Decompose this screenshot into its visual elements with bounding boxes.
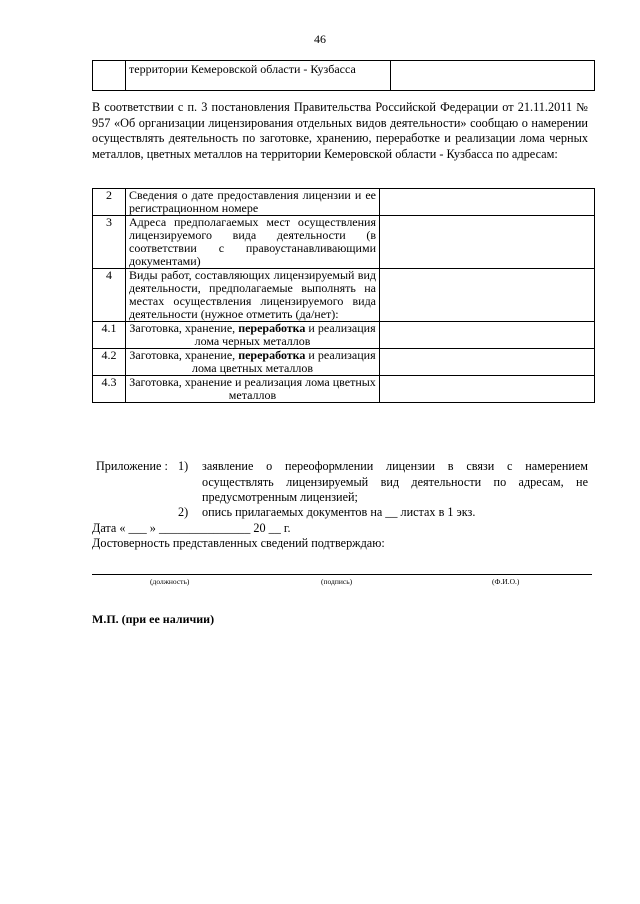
row-number: 4 [93, 269, 126, 322]
page-number: 46 [314, 32, 326, 46]
row-value-cell[interactable] [380, 216, 595, 269]
signature-line[interactable] [92, 574, 592, 575]
row-description [126, 349, 380, 376]
row-number: 2 [93, 189, 126, 216]
row-number: 4.3 [93, 376, 126, 403]
row-value-cell[interactable] [380, 269, 595, 322]
row-description [126, 322, 380, 349]
row-text-post: и реализация лома цветных металлов [191, 348, 376, 375]
confirm-line: Достоверность представленных сведений подтверждаю: [92, 536, 385, 550]
stamp-placeholder: М.П. (при ее наличии) [92, 612, 215, 626]
date-line: Дата « ___ » _______________ 20 __ г. [92, 521, 291, 535]
top-table-value-cell[interactable] [391, 61, 595, 91]
table-row [93, 376, 595, 403]
row-description: Виды работ, составляющих лицензируемый вид деятельности, предполагаемые выполнять на местах осуществления лицензируемого вида деятельности (нужное отметить (да/нет): [126, 269, 380, 322]
row-text-bold: переработка [238, 348, 306, 362]
row-text-post: и реализация лома черных металлов [194, 321, 376, 348]
signature-position-caption: (должность) [150, 577, 190, 586]
appendix-item-text: опись прилагаемых документов на __ листах в 1 экз. [202, 505, 476, 519]
top-table [92, 60, 595, 91]
appendix-label: Приложение : [96, 459, 168, 473]
row-text-pre: Заготовка, хранение, [129, 321, 239, 335]
table-row [93, 322, 595, 349]
table-row [93, 269, 595, 322]
top-table-text-cell: территории Кемеровской области - Кузбасса [126, 61, 391, 91]
signature-name-caption: (Ф.И.О.) [492, 577, 520, 586]
table-row [93, 349, 595, 376]
row-number: 4.1 [93, 322, 126, 349]
row-number: 4.2 [93, 349, 126, 376]
row-description: Заготовка, хранение и реализация лома цветных металлов [126, 376, 380, 403]
row-description: Сведения о дате предоставления лицензии и ее регистрационном номере [126, 189, 380, 216]
table-row [93, 216, 595, 269]
row-value-cell[interactable] [380, 322, 595, 349]
row-value-cell[interactable] [380, 376, 595, 403]
row-value-cell[interactable] [380, 189, 595, 216]
appendix-item-number: 2) [178, 505, 189, 519]
signature-sign-caption: (подпись) [321, 577, 353, 586]
row-value-cell[interactable] [380, 349, 595, 376]
row-description: Адреса предполагаемых мест осуществления лицензируемого вида деятельности (в соответствии с правоустанавливающими документами) [126, 216, 380, 269]
row-text-pre: Заготовка, хранение, [129, 348, 239, 362]
row-number: 3 [93, 216, 126, 269]
appendix-item-number: 1) [178, 459, 189, 473]
row-text-bold: переработка [238, 321, 306, 335]
table-row [93, 189, 595, 216]
intro-paragraph: В соответствии с п. 3 постановления Правительства Российской Федерации от 21.11.2011 № 957 «Об организации лицензирования отдельных видов деятельности» сообщаю о намерении осуществлять деятельность по заготовке, хранению, переработке и реализации лома черных металлов, цветных металлов на территории Кемеровской области - Кузбасса по адресам: [92, 100, 588, 161]
appendix-item-text: заявление о переоформлении лицензии в связи с намерением осуществлять лицензируемый вид деятельности по адресам, не предусмотренным лицензией; [202, 459, 588, 504]
addresses-table [92, 188, 595, 403]
top-table-num-cell [93, 61, 126, 91]
